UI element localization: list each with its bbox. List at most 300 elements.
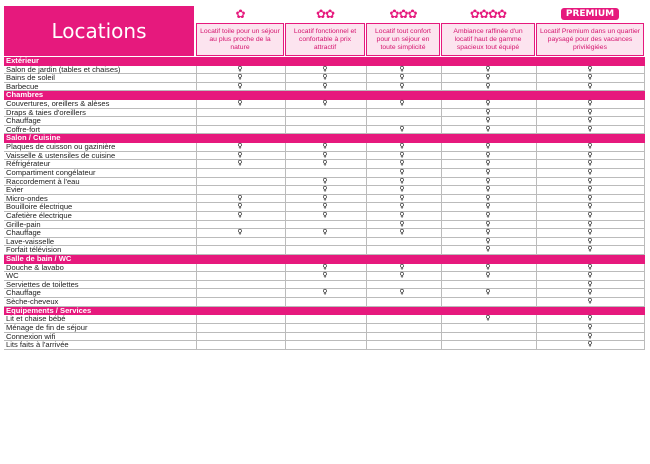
included-mark-icon: ♀ — [399, 176, 405, 185]
column-divider — [366, 333, 367, 341]
flower-icon: ✿ — [235, 7, 245, 21]
column-divider — [536, 109, 537, 117]
column-divider — [196, 74, 197, 82]
table-body — [4, 57, 645, 350]
column-divider — [366, 298, 367, 306]
column-divider — [441, 272, 442, 280]
column-divider — [366, 264, 367, 272]
column-divider — [644, 324, 645, 332]
column-divider — [196, 324, 197, 332]
column-divider — [441, 281, 442, 289]
column-divider — [285, 333, 286, 341]
column-divider — [644, 212, 645, 220]
column-divider — [441, 246, 442, 254]
included-mark-icon: ♀ — [485, 314, 491, 323]
column-divider — [285, 229, 286, 237]
column-divider — [441, 238, 442, 246]
included-mark-icon: ♀ — [322, 202, 328, 211]
column-divider — [196, 289, 197, 297]
category-5-header — [536, 6, 644, 56]
table-row — [4, 229, 645, 238]
included-mark-icon: ♀ — [322, 210, 328, 219]
column-divider — [366, 74, 367, 82]
column-divider — [644, 289, 645, 297]
column-divider — [536, 281, 537, 289]
category-3-header — [366, 6, 440, 56]
included-mark-icon: ♀ — [587, 314, 593, 323]
row-label: Sèche-cheveux — [6, 297, 59, 307]
column-divider — [366, 109, 367, 117]
row-label: Grille-pain — [6, 219, 41, 229]
column-divider — [644, 186, 645, 194]
column-divider — [366, 66, 367, 74]
column-divider — [285, 178, 286, 186]
included-mark-icon: ♀ — [485, 124, 491, 133]
included-mark-icon: ♀ — [587, 159, 593, 168]
row-label: Chauffage — [6, 288, 41, 298]
column-divider — [366, 221, 367, 229]
column-divider — [536, 186, 537, 194]
column-divider — [285, 117, 286, 125]
column-divider — [441, 143, 442, 151]
included-mark-icon: ♀ — [237, 193, 243, 202]
included-mark-icon: ♀ — [485, 167, 491, 176]
category-description: Locatif toile pour un séjour au plus proche de la nature — [196, 23, 284, 56]
included-mark-icon: ♀ — [587, 228, 593, 237]
row-label: Douche & lavabo — [6, 262, 64, 272]
included-mark-icon: ♀ — [322, 73, 328, 82]
column-divider — [366, 117, 367, 125]
column-divider — [536, 169, 537, 177]
row-label: Forfait télévision — [6, 245, 62, 255]
column-divider — [441, 100, 442, 108]
column-divider — [536, 117, 537, 125]
included-mark-icon: ♀ — [485, 271, 491, 280]
included-mark-icon: ♀ — [322, 288, 328, 297]
column-divider — [441, 221, 442, 229]
row-label: Cafetière électrique — [6, 210, 72, 220]
column-divider — [285, 341, 286, 349]
included-mark-icon: ♀ — [237, 150, 243, 159]
column-divider — [366, 281, 367, 289]
table-row — [4, 117, 645, 126]
row-label: Lit et chaise bébé — [6, 314, 66, 324]
column-divider — [366, 169, 367, 177]
column-divider — [644, 143, 645, 151]
column-divider — [441, 160, 442, 168]
column-divider — [366, 238, 367, 246]
column-divider — [196, 341, 197, 349]
row-label: Lits faits à l'arrivée — [6, 340, 69, 350]
included-mark-icon: ♀ — [322, 271, 328, 280]
row-label: Bouilloire électrique — [6, 202, 73, 212]
included-mark-icon: ♀ — [587, 245, 593, 254]
column-divider — [441, 333, 442, 341]
column-divider — [536, 74, 537, 82]
table-row — [4, 289, 645, 298]
flower-icon: ✿✿✿ — [389, 7, 417, 21]
column-divider — [644, 333, 645, 341]
column-divider — [285, 186, 286, 194]
column-divider — [441, 212, 442, 220]
included-mark-icon: ♀ — [587, 81, 593, 90]
included-mark-icon: ♀ — [399, 185, 405, 194]
column-divider — [441, 169, 442, 177]
column-divider — [196, 126, 197, 134]
row-label: Couvertures, oreillers & alèses — [6, 99, 110, 109]
included-mark-icon: ♀ — [399, 219, 405, 228]
included-mark-icon: ♀ — [485, 150, 491, 159]
column-divider — [366, 143, 367, 151]
column-divider — [441, 74, 442, 82]
column-divider — [285, 126, 286, 134]
column-divider — [366, 83, 367, 91]
column-divider — [441, 109, 442, 117]
included-mark-icon: ♀ — [485, 288, 491, 297]
column-divider — [366, 160, 367, 168]
row-label: Barbecue — [6, 81, 39, 91]
column-divider — [196, 264, 197, 272]
column-divider — [196, 229, 197, 237]
table-row — [4, 238, 645, 247]
column-divider — [285, 203, 286, 211]
included-mark-icon: ♀ — [485, 262, 491, 271]
column-divider — [196, 117, 197, 125]
column-divider — [536, 212, 537, 220]
table-row — [4, 246, 645, 255]
column-divider — [536, 178, 537, 186]
included-mark-icon: ♀ — [322, 185, 328, 194]
category-description: Locatif tout confort pour un séjour en toute simplicité — [366, 23, 440, 56]
flower-icon: ✿✿✿✿ — [469, 7, 507, 21]
column-divider — [366, 212, 367, 220]
column-divider — [441, 66, 442, 74]
column-divider — [536, 315, 537, 323]
column-divider — [644, 100, 645, 108]
table-row — [4, 212, 645, 221]
row-label: Ménage de fin de séjour — [6, 322, 88, 332]
column-divider — [285, 143, 286, 151]
table-row — [4, 83, 645, 92]
column-divider — [644, 109, 645, 117]
column-divider — [196, 100, 197, 108]
included-mark-icon: ♀ — [399, 288, 405, 297]
included-mark-icon: ♀ — [587, 236, 593, 245]
column-divider — [644, 160, 645, 168]
column-divider — [196, 83, 197, 91]
included-mark-icon: ♀ — [322, 193, 328, 202]
column-divider — [285, 246, 286, 254]
column-divider — [644, 195, 645, 203]
column-divider — [536, 143, 537, 151]
included-mark-icon: ♀ — [399, 64, 405, 73]
column-divider — [366, 341, 367, 349]
included-mark-icon: ♀ — [322, 262, 328, 271]
column-divider — [366, 203, 367, 211]
column-divider — [366, 272, 367, 280]
column-divider — [285, 315, 286, 323]
row-label: Serviettes de toilettes — [6, 279, 79, 289]
column-divider — [441, 178, 442, 186]
included-mark-icon: ♀ — [587, 150, 593, 159]
included-mark-icon: ♀ — [399, 202, 405, 211]
included-mark-icon: ♀ — [587, 124, 593, 133]
premium-badge: PREMIUM — [561, 8, 619, 20]
table-row — [4, 298, 645, 307]
row-label: Chauffage — [6, 228, 41, 238]
included-mark-icon: ♀ — [587, 340, 593, 349]
column-divider — [536, 298, 537, 306]
included-mark-icon: ♀ — [322, 150, 328, 159]
column-divider — [536, 152, 537, 160]
included-mark-icon: ♀ — [587, 202, 593, 211]
column-divider — [285, 281, 286, 289]
column-divider — [196, 221, 197, 229]
included-mark-icon: ♀ — [322, 176, 328, 185]
flower-icon: ✿✿ — [315, 7, 335, 21]
included-mark-icon: ♀ — [587, 288, 593, 297]
included-mark-icon: ♀ — [587, 279, 593, 288]
column-divider — [441, 315, 442, 323]
included-mark-icon: ♀ — [399, 193, 405, 202]
row-label: Bains de soleil — [6, 73, 55, 83]
included-mark-icon: ♀ — [237, 64, 243, 73]
column-divider — [196, 178, 197, 186]
section-title: Equipements / Services — [6, 305, 92, 315]
column-divider — [644, 169, 645, 177]
column-divider — [536, 66, 537, 74]
included-mark-icon: ♀ — [587, 107, 593, 116]
included-mark-icon: ♀ — [587, 64, 593, 73]
table-row — [4, 100, 645, 109]
row-label: WC — [6, 271, 19, 281]
table-row — [4, 315, 645, 324]
included-mark-icon: ♀ — [237, 202, 243, 211]
included-mark-icon: ♀ — [237, 210, 243, 219]
category-description: Locatif fonctionnel et confortable à prix attractif — [285, 23, 365, 56]
column-divider — [366, 289, 367, 297]
included-mark-icon: ♀ — [399, 150, 405, 159]
included-mark-icon: ♀ — [587, 185, 593, 194]
column-divider — [536, 272, 537, 280]
column-divider — [366, 195, 367, 203]
row-label: Salon de jardin (tables et chaises) — [6, 64, 121, 74]
row-label: Draps & taies d'oreillers — [6, 107, 86, 117]
included-mark-icon: ♀ — [485, 185, 491, 194]
column-divider — [644, 246, 645, 254]
included-mark-icon: ♀ — [399, 262, 405, 271]
included-mark-icon: ♀ — [587, 210, 593, 219]
included-mark-icon: ♀ — [399, 167, 405, 176]
included-mark-icon: ♀ — [485, 142, 491, 151]
column-divider — [285, 221, 286, 229]
category-4-header — [441, 6, 535, 56]
category-description: Locatif Premium dans un quartier paysagé pour des vacances privilégiées — [536, 23, 644, 56]
column-divider — [285, 74, 286, 82]
included-mark-icon: ♀ — [485, 193, 491, 202]
column-divider — [366, 229, 367, 237]
included-mark-icon: ♀ — [399, 271, 405, 280]
included-mark-icon: ♀ — [322, 81, 328, 90]
category-description: Ambiance raffinée d'un locatif haut de gamme spacieux tout équipé — [441, 23, 535, 56]
included-mark-icon: ♀ — [485, 228, 491, 237]
column-divider — [644, 264, 645, 272]
column-divider — [285, 212, 286, 220]
column-divider — [644, 203, 645, 211]
column-divider — [285, 264, 286, 272]
column-divider — [441, 195, 442, 203]
column-divider — [196, 238, 197, 246]
column-divider — [441, 341, 442, 349]
column-divider — [366, 186, 367, 194]
included-mark-icon: ♀ — [237, 142, 243, 151]
included-mark-icon: ♀ — [399, 159, 405, 168]
column-divider — [644, 126, 645, 134]
column-divider — [285, 83, 286, 91]
included-mark-icon: ♀ — [322, 142, 328, 151]
included-mark-icon: ♀ — [587, 167, 593, 176]
column-divider — [644, 281, 645, 289]
column-divider — [366, 178, 367, 186]
column-divider — [441, 203, 442, 211]
column-divider — [644, 272, 645, 280]
column-divider — [285, 100, 286, 108]
column-divider — [441, 126, 442, 134]
column-divider — [536, 341, 537, 349]
included-mark-icon: ♀ — [587, 193, 593, 202]
row-label: Réfrigérateur — [6, 159, 51, 169]
column-divider — [536, 160, 537, 168]
column-divider — [644, 66, 645, 74]
included-mark-icon: ♀ — [587, 262, 593, 271]
column-divider — [644, 83, 645, 91]
row-label: Vaisselle & ustensiles de cuisine — [6, 150, 116, 160]
column-divider — [196, 152, 197, 160]
column-divider — [366, 246, 367, 254]
row-label: Evier — [6, 185, 24, 195]
included-mark-icon: ♀ — [485, 81, 491, 90]
row-label: Chauffage — [6, 116, 41, 126]
column-divider — [196, 315, 197, 323]
column-divider — [366, 152, 367, 160]
included-mark-icon: ♀ — [485, 245, 491, 254]
table-row — [4, 341, 645, 350]
included-mark-icon: ♀ — [237, 99, 243, 108]
column-divider — [644, 229, 645, 237]
column-divider — [536, 83, 537, 91]
row-label: Lave-vaisselle — [6, 236, 55, 246]
column-divider — [536, 229, 537, 237]
column-divider — [536, 100, 537, 108]
column-divider — [536, 126, 537, 134]
row-label: Coffre-fort — [6, 124, 41, 134]
column-divider — [196, 246, 197, 254]
column-divider — [536, 324, 537, 332]
column-divider — [441, 186, 442, 194]
section-title: Extérieur — [6, 56, 39, 65]
column-divider — [196, 272, 197, 280]
row-label: Raccordement à l'eau — [6, 176, 80, 186]
included-mark-icon: ♀ — [322, 228, 328, 237]
table-title: Locations — [4, 6, 194, 56]
column-divider — [366, 126, 367, 134]
table-row — [4, 109, 645, 118]
column-divider — [285, 66, 286, 74]
column-divider — [196, 143, 197, 151]
included-mark-icon: ♀ — [237, 159, 243, 168]
column-divider — [196, 66, 197, 74]
column-divider — [285, 169, 286, 177]
included-mark-icon: ♀ — [399, 73, 405, 82]
included-mark-icon: ♀ — [587, 99, 593, 108]
column-divider — [644, 117, 645, 125]
included-mark-icon: ♀ — [587, 219, 593, 228]
row-label: Plaques de cuisson ou gazinière — [6, 142, 116, 152]
column-divider — [441, 298, 442, 306]
included-mark-icon: ♀ — [485, 159, 491, 168]
column-divider — [441, 83, 442, 91]
included-mark-icon: ♀ — [399, 210, 405, 219]
column-divider — [196, 212, 197, 220]
column-divider — [285, 109, 286, 117]
included-mark-icon: ♀ — [587, 331, 593, 340]
included-mark-icon: ♀ — [485, 219, 491, 228]
table-row — [4, 333, 645, 342]
column-divider — [536, 238, 537, 246]
included-mark-icon: ♀ — [485, 236, 491, 245]
column-divider — [441, 152, 442, 160]
column-divider — [196, 186, 197, 194]
column-divider — [644, 315, 645, 323]
column-divider — [196, 298, 197, 306]
row-label: Compartiment congélateur — [6, 167, 96, 177]
column-divider — [536, 289, 537, 297]
column-divider — [536, 195, 537, 203]
column-divider — [441, 229, 442, 237]
column-divider — [366, 315, 367, 323]
included-mark-icon: ♀ — [485, 210, 491, 219]
column-divider — [285, 195, 286, 203]
included-mark-icon: ♀ — [399, 81, 405, 90]
column-divider — [196, 195, 197, 203]
included-mark-icon: ♀ — [322, 99, 328, 108]
column-divider — [644, 221, 645, 229]
included-mark-icon: ♀ — [322, 64, 328, 73]
included-mark-icon: ♀ — [399, 142, 405, 151]
column-divider — [196, 160, 197, 168]
included-mark-icon: ♀ — [485, 116, 491, 125]
included-mark-icon: ♀ — [587, 116, 593, 125]
column-divider — [536, 203, 537, 211]
included-mark-icon: ♀ — [587, 271, 593, 280]
column-divider — [196, 333, 197, 341]
section-title: Salon / Cuisine — [6, 133, 61, 143]
category-2-header — [285, 6, 365, 56]
included-mark-icon: ♀ — [399, 228, 405, 237]
column-divider — [441, 289, 442, 297]
column-divider — [644, 178, 645, 186]
column-divider — [441, 264, 442, 272]
included-mark-icon: ♀ — [587, 297, 593, 306]
column-divider — [196, 281, 197, 289]
included-mark-icon: ♀ — [399, 99, 405, 108]
included-mark-icon: ♀ — [399, 124, 405, 133]
column-divider — [644, 152, 645, 160]
included-mark-icon: ♀ — [485, 176, 491, 185]
section-header — [4, 307, 645, 316]
column-divider — [441, 117, 442, 125]
included-mark-icon: ♀ — [485, 64, 491, 73]
